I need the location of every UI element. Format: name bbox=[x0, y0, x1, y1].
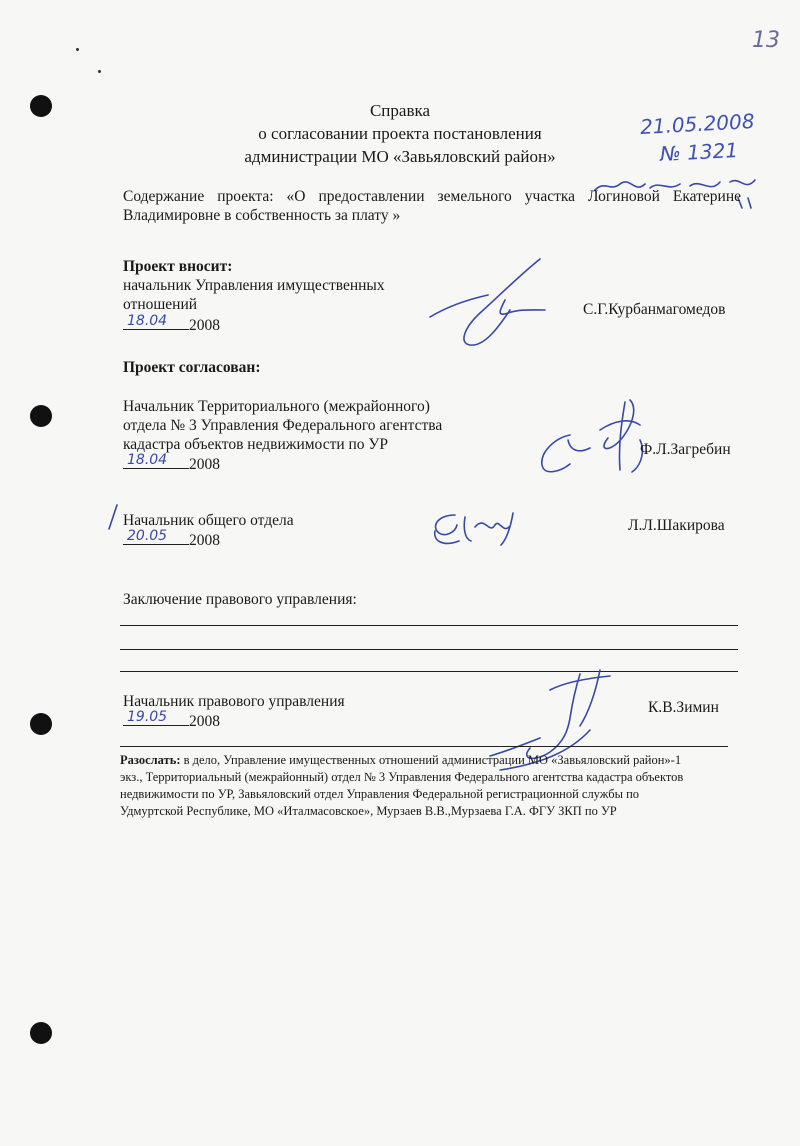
introducer-name: С.Г.Курбанмагомедов bbox=[583, 301, 726, 318]
approver1-name: Ф.Л.Загребин bbox=[640, 441, 731, 458]
distribution-line2: экз., Территориальный (межрайонный) отдел № 3 Управления Федерального агентства кадастра объектов bbox=[120, 770, 684, 784]
registration-number: № 1321 bbox=[659, 137, 739, 167]
speck bbox=[76, 48, 79, 51]
introducer-position-line1: начальник Управления имущественных bbox=[123, 277, 385, 294]
approver2-name: Л.Л.Шакирова bbox=[628, 517, 725, 534]
distribution-separator bbox=[120, 746, 728, 747]
approved-heading: Проект согласован: bbox=[123, 359, 261, 376]
punch-hole bbox=[30, 95, 52, 117]
project-content-line1: Содержание проекта: «О предоставлении земельного участка Логиновой Екатерине bbox=[123, 188, 741, 205]
approver3-name: К.В.Зимин bbox=[648, 699, 719, 716]
margin-check-mark bbox=[103, 503, 123, 533]
introducer-date-handwritten: 18.04 bbox=[127, 313, 168, 329]
legal-line bbox=[120, 671, 738, 672]
punch-hole bbox=[30, 713, 52, 735]
approver1-date bbox=[123, 454, 220, 474]
distribution-text-1: в дело, Управление имущественных отношений администрации МО «Завьяловский район»-1 bbox=[180, 753, 682, 767]
approver3-position: Начальник правового управления bbox=[123, 693, 345, 710]
punch-hole bbox=[30, 1022, 52, 1044]
distribution-line4: Удмуртской Республике, МО «Италмасовское», Мурзаев В.В.,Мурзаева Г.А. ФГУ ЗКП по УР bbox=[120, 804, 617, 818]
approver3-date bbox=[123, 711, 220, 731]
speck bbox=[98, 70, 101, 73]
page-number-handwritten: 13 bbox=[752, 28, 780, 53]
introducer-signature bbox=[430, 255, 570, 355]
distribution-line1 bbox=[120, 752, 740, 768]
approver2-year: 2008 bbox=[189, 532, 220, 549]
legal-line bbox=[120, 649, 738, 650]
approver2-signature bbox=[425, 505, 535, 555]
introducer-year: 2008 bbox=[189, 317, 220, 334]
approver3-year: 2008 bbox=[189, 713, 220, 730]
punch-hole bbox=[30, 405, 52, 427]
approver3-date-handwritten: 19.05 bbox=[127, 709, 168, 725]
distribution-label: Разослать: bbox=[120, 753, 181, 767]
approver1-line3: кадастра объектов недвижимости по УР bbox=[123, 436, 389, 453]
approver2-date-handwritten: 20.05 bbox=[127, 528, 168, 544]
distribution-line3: недвижимости по УР, Завьяловский отдел Управления Федеральной регистрационной службы по bbox=[120, 787, 640, 801]
introducer-date bbox=[123, 315, 220, 335]
approver2-date bbox=[123, 530, 220, 550]
introducer-heading: Проект вносит: bbox=[123, 258, 233, 275]
document-subtitle-1: о согласовании проекта постановления bbox=[258, 124, 542, 143]
document-title: Справка bbox=[369, 101, 431, 120]
approver2-position: Начальник общего отдела bbox=[123, 512, 294, 529]
introducer-position-line2: отношений bbox=[123, 296, 198, 313]
approver1-date-handwritten: 18.04 bbox=[127, 452, 168, 468]
approver1-line1: Начальник Территориального (межрайонного) bbox=[123, 398, 430, 415]
legal-heading: Заключение правового управления: bbox=[123, 591, 357, 608]
registration-date: 21.05.2008 bbox=[639, 109, 756, 139]
approver1-year: 2008 bbox=[189, 456, 220, 473]
legal-line bbox=[120, 625, 738, 626]
document-subtitle-2: администрации МО «Завьяловский район» bbox=[244, 147, 556, 166]
project-content-line2: Владимировне в собственность за плату » bbox=[123, 207, 401, 224]
approver1-line2: отдела № 3 Управления Федерального агентства bbox=[123, 417, 443, 434]
